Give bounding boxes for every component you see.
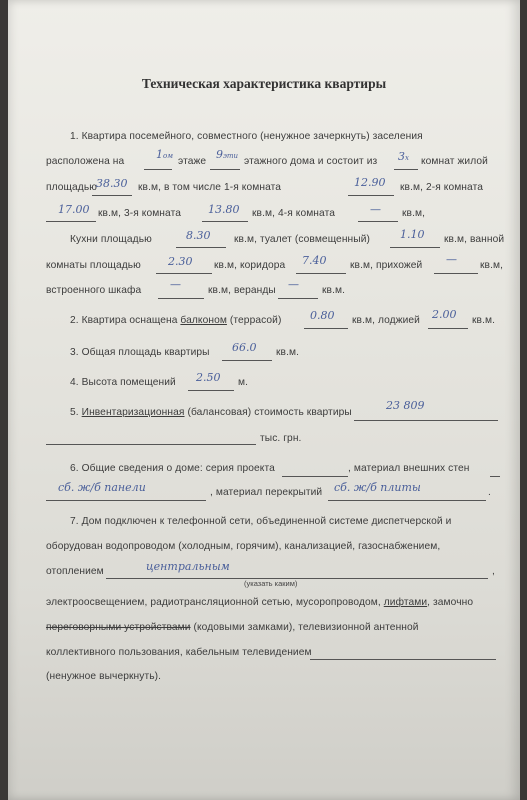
closet-area-value: — (170, 278, 181, 291)
document-title: Техническая характеристика квартиры (141, 76, 387, 91)
s7-line2: оборудован водопроводом (холодным, горячим), канализацией, газоснабжением, (46, 541, 441, 552)
s1-line3b: кв.м, в том числе 1-я комната (138, 182, 282, 193)
ceiling-height-value: 2.50 (196, 371, 221, 384)
inventory-value: 23 809 (386, 399, 425, 412)
s6-walls-label: , материал внешних стен (348, 463, 470, 474)
s7-line5: переговорными устройствами (кодовыми замками), телевизионной антенной (46, 622, 419, 633)
heating-type-value: центральным (146, 560, 230, 573)
s1-line6d: кв.м, (480, 260, 504, 271)
room1-area-value: 12.90 (354, 176, 386, 189)
s1-line2c: этажного дома и состоит из (244, 156, 378, 167)
s1-line5b: кв.м, туалет (совмещенный) (234, 234, 370, 245)
hall-area-value: — (446, 253, 457, 266)
s5-label: 5. Инвентаризационная (балансовая) стоимость квартиры (70, 407, 352, 418)
s2-loggia-label: кв.м, лоджией (352, 315, 420, 326)
bathroom-area-value: 2.30 (168, 255, 193, 268)
s1-line3a: площадью (46, 182, 97, 193)
kitchen-area-value: 8.30 (186, 229, 211, 242)
room4-area-value: — (370, 203, 381, 216)
room2-area-value: 17.00 (58, 203, 90, 216)
s7-line7: (ненужное вычеркнуть). (46, 671, 162, 682)
s1-line6b: кв.м, коридора (214, 260, 286, 271)
s1-line4b: кв.м, 4-я комната (252, 208, 335, 219)
s4-unit: м. (238, 377, 249, 388)
s6-floors-label: , материал перекрытий (210, 487, 323, 498)
s1-line2b: этаже (178, 156, 207, 167)
s1-line4a: кв.м, 3-я комната (98, 208, 181, 219)
s7-line1: 7. Дом подключен к телефонной сети, объединенной системе диспетчерской и (70, 516, 452, 527)
s1-line3c: кв.м, 2-я комната (400, 182, 483, 193)
s1-line2a: расположена на (46, 156, 125, 167)
document-page (8, 0, 520, 800)
s2-unit: кв.м. (472, 315, 496, 326)
s1-line1: 1. Квартира посемейного, совместного (ненужное зачеркнуть) заселения (70, 131, 423, 142)
s1-line6a: комнаты площадью (46, 260, 141, 271)
living-area-value: 38.30 (96, 177, 128, 190)
s7-line3b: , (492, 566, 495, 577)
s1-line5c: кв.м, ванной (444, 234, 505, 245)
s4-label: 4. Высота помещений (70, 377, 176, 388)
loggia-area-value: 2.00 (432, 308, 457, 321)
s1-line4c: кв.м, (402, 208, 426, 219)
s5-unit: тыс. грн. (260, 433, 302, 444)
s7-line6: коллективного пользования, кабельным телевидением (46, 647, 312, 658)
s1-line2d: комнат жилой (421, 156, 488, 167)
s1-line5a: Кухни площадью (70, 234, 152, 245)
s7-line3a: отоплением (46, 566, 104, 577)
floor-value: 1ом (156, 148, 174, 161)
s7-hint: (указать каким) (244, 579, 298, 588)
room3-area-value: 13.80 (208, 203, 240, 216)
total-area-value: 66.0 (232, 341, 257, 354)
s6-end: . (488, 487, 491, 498)
walls-material-value: сб. ж/б панели (58, 481, 146, 494)
s2-label: 2. Квартира оснащена балконом (террасой) (70, 315, 282, 326)
s1-line7b: кв.м, веранды (208, 285, 276, 296)
balcony-area-value: 0.80 (310, 309, 335, 322)
s1-line7c: кв.м. (322, 285, 346, 296)
rooms-count-value: 3х (398, 150, 409, 163)
s1-line6c: кв.м, прихожей (350, 260, 423, 271)
toilet-area-value: 1.10 (400, 228, 425, 241)
s3-label: 3. Общая площадь квартиры (70, 347, 210, 358)
s3-unit: кв.м. (276, 347, 300, 358)
s7-line4: электроосвещением, радиотрансляционной сетью, мусоропроводом, лифтами, замочно (46, 597, 474, 608)
s1-line7a: встроенного шкафа (46, 285, 142, 296)
floors-material-value: сб. ж/б плиты (334, 481, 421, 494)
s6-label: 6. Общие сведения о доме: серия проекта (70, 463, 275, 474)
floors-count-value: 9эти (216, 148, 239, 161)
corridor-area-value: 7.40 (302, 254, 327, 267)
veranda-area-value: — (288, 278, 299, 291)
